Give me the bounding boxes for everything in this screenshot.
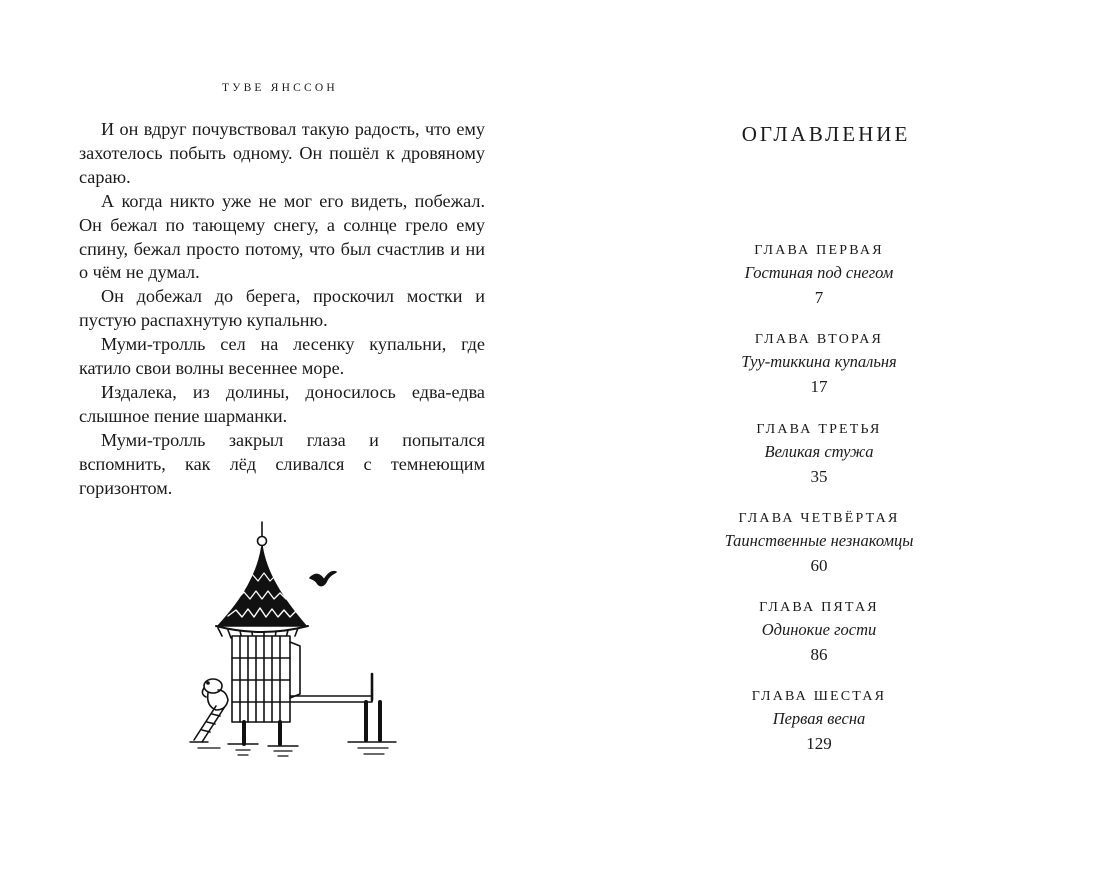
paragraph: А когда никто уже не мог его видеть, побежал. Он бежал по тающему снегу, а солнце грело ему спину, бежал просто потому, что был счастлив и ни о чём не думал. <box>79 190 485 283</box>
toc-chapter: ГЛАВА ВТОРАЯ <box>754 332 884 348</box>
right-page <box>550 0 1100 873</box>
toc-chapter: ГЛАВА ТРЕТЬЯ <box>756 421 882 437</box>
toc-entry <box>550 419 1088 508</box>
toc-chapter-name: Первая весна <box>772 709 866 729</box>
toc-page-number: 7 <box>814 288 824 307</box>
toc-chapter-name: Гостиная под снегом <box>744 263 894 282</box>
toc-title: ОГЛАВЛЕНИЕ <box>741 122 911 146</box>
toc-chapter-name: Одинокие гости <box>761 620 877 640</box>
table-of-contents <box>550 240 1088 776</box>
toc-chapter: ГЛАВА ПЯТАЯ <box>759 600 879 616</box>
bathing-house-illustration <box>188 518 403 758</box>
toc-entry <box>550 597 1088 686</box>
toc-page-number: 86 <box>810 645 828 665</box>
toc-page-number: 17 <box>810 377 828 397</box>
toc-chapter: ГЛАВА ЧЕТВЁРТАЯ <box>738 510 900 526</box>
toc-page-number: 129 <box>806 734 832 754</box>
toc-chapter: ГЛАВА ШЕСТАЯ <box>751 689 887 705</box>
toc-entry <box>550 329 1088 418</box>
paragraph: Муми-тролль сел на лесенку купальни, где катило свои волны весеннее море. <box>79 334 485 379</box>
toc-page-number: 60 <box>810 555 828 575</box>
running-head: ТУВЕ ЯНССОН <box>222 82 338 94</box>
paragraph: Муми-тролль закрыл глаза и попытался вспомнить, как лёд сливался с темнеющим горизонтом. <box>79 429 485 498</box>
paragraph: Он добежал до берега, проскочил мостки и пустую распахнутую купальню. <box>79 286 485 331</box>
toc-entry <box>550 508 1088 597</box>
toc-entry <box>550 240 1088 329</box>
toc-chapter-name: Великая стужа <box>764 441 874 461</box>
toc-page-number: 35 <box>810 466 828 486</box>
toc-chapter-name: Таинственные незнакомцы <box>724 530 914 550</box>
toc-chapter-name: Туу-тиккина купальня <box>741 352 897 372</box>
paragraph: И он вдруг почувствовал такую радость, что ему захотелось побыть одному. Он пошёл к дровяному сараю. <box>79 119 485 187</box>
toc-chapter: ГЛАВА ПЕРВАЯ <box>754 243 884 258</box>
body-text <box>79 118 485 501</box>
paragraph: Издалека, из долины, доносилось едва-едва слышное пение шарманки. <box>79 381 485 426</box>
toc-entry <box>550 686 1088 775</box>
